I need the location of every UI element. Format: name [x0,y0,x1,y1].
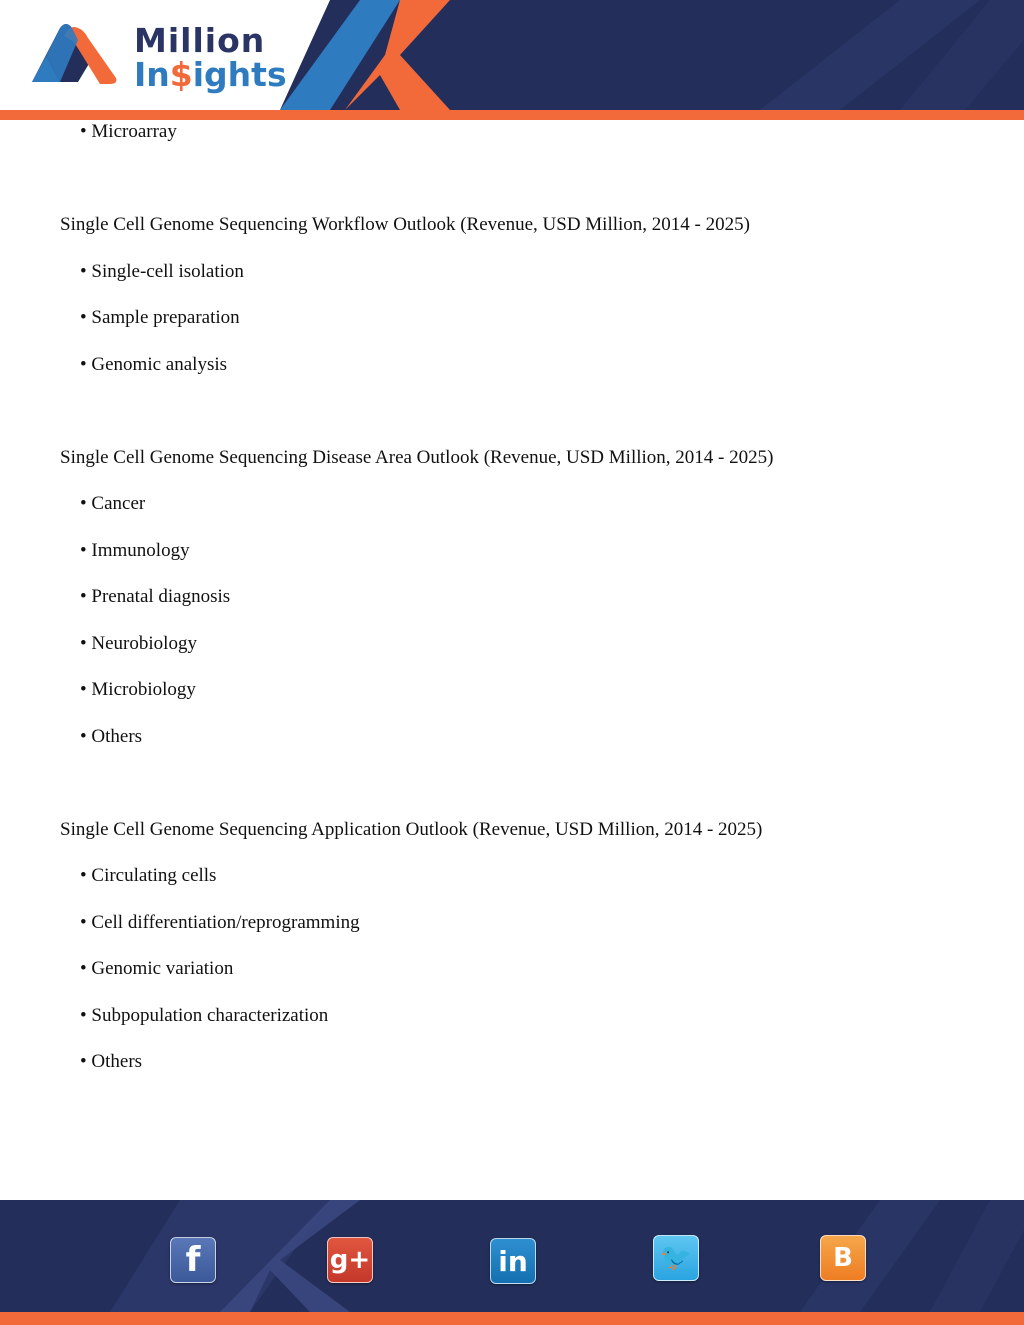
list-item: • Others [80,1051,143,1072]
list-item: • Cell differentiation/reprogramming [80,912,360,933]
list-item: • Microarray [80,121,177,142]
twitter-icon[interactable]: 🐦 [653,1235,699,1281]
logo-mark-icon [30,22,120,86]
list-item: • Genomic analysis [80,354,228,375]
logo-text-in: In [134,55,170,94]
list-item: • Neurobiology [80,633,197,654]
list-item: • Cancer [80,493,146,514]
list-item: • Subpopulation characterization [80,1005,329,1026]
list-item: • Sample preparation [80,307,240,328]
list-item: • Immunology [80,540,190,561]
linkedin-icon[interactable]: in [490,1238,536,1284]
google-plus-icon[interactable]: g+ [327,1237,373,1283]
list-item: • Others [80,726,143,747]
page-footer [0,1200,1024,1325]
blogger-icon[interactable]: B [820,1235,866,1281]
section-heading-workflow: Single Cell Genome Sequencing Workflow Outlook (Revenue, USD Million, 2014 - 2025) [60,214,750,235]
facebook-icon[interactable]: f [170,1237,216,1283]
list-item: • Single-cell isolation [80,261,244,282]
logo-dollar-sign: $ [169,55,193,94]
logo-text-million: Million [134,21,266,60]
logo-text-ights: ights [192,55,287,94]
logo-text-insights [134,56,287,94]
list-item: • Prenatal diagnosis [80,586,231,607]
million-insights-logo[interactable] [30,21,287,94]
page-header [0,0,1024,120]
list-item: • Circulating cells [80,865,217,886]
section-heading-disease-area: Single Cell Genome Sequencing Disease Area Outlook (Revenue, USD Million, 2014 - 2025) [60,447,774,468]
list-item: • Microbiology [80,679,196,700]
section-heading-application: Single Cell Genome Sequencing Application Outlook (Revenue, USD Million, 2014 - 2025) [60,819,763,840]
list-item: • Genomic variation [80,958,234,979]
